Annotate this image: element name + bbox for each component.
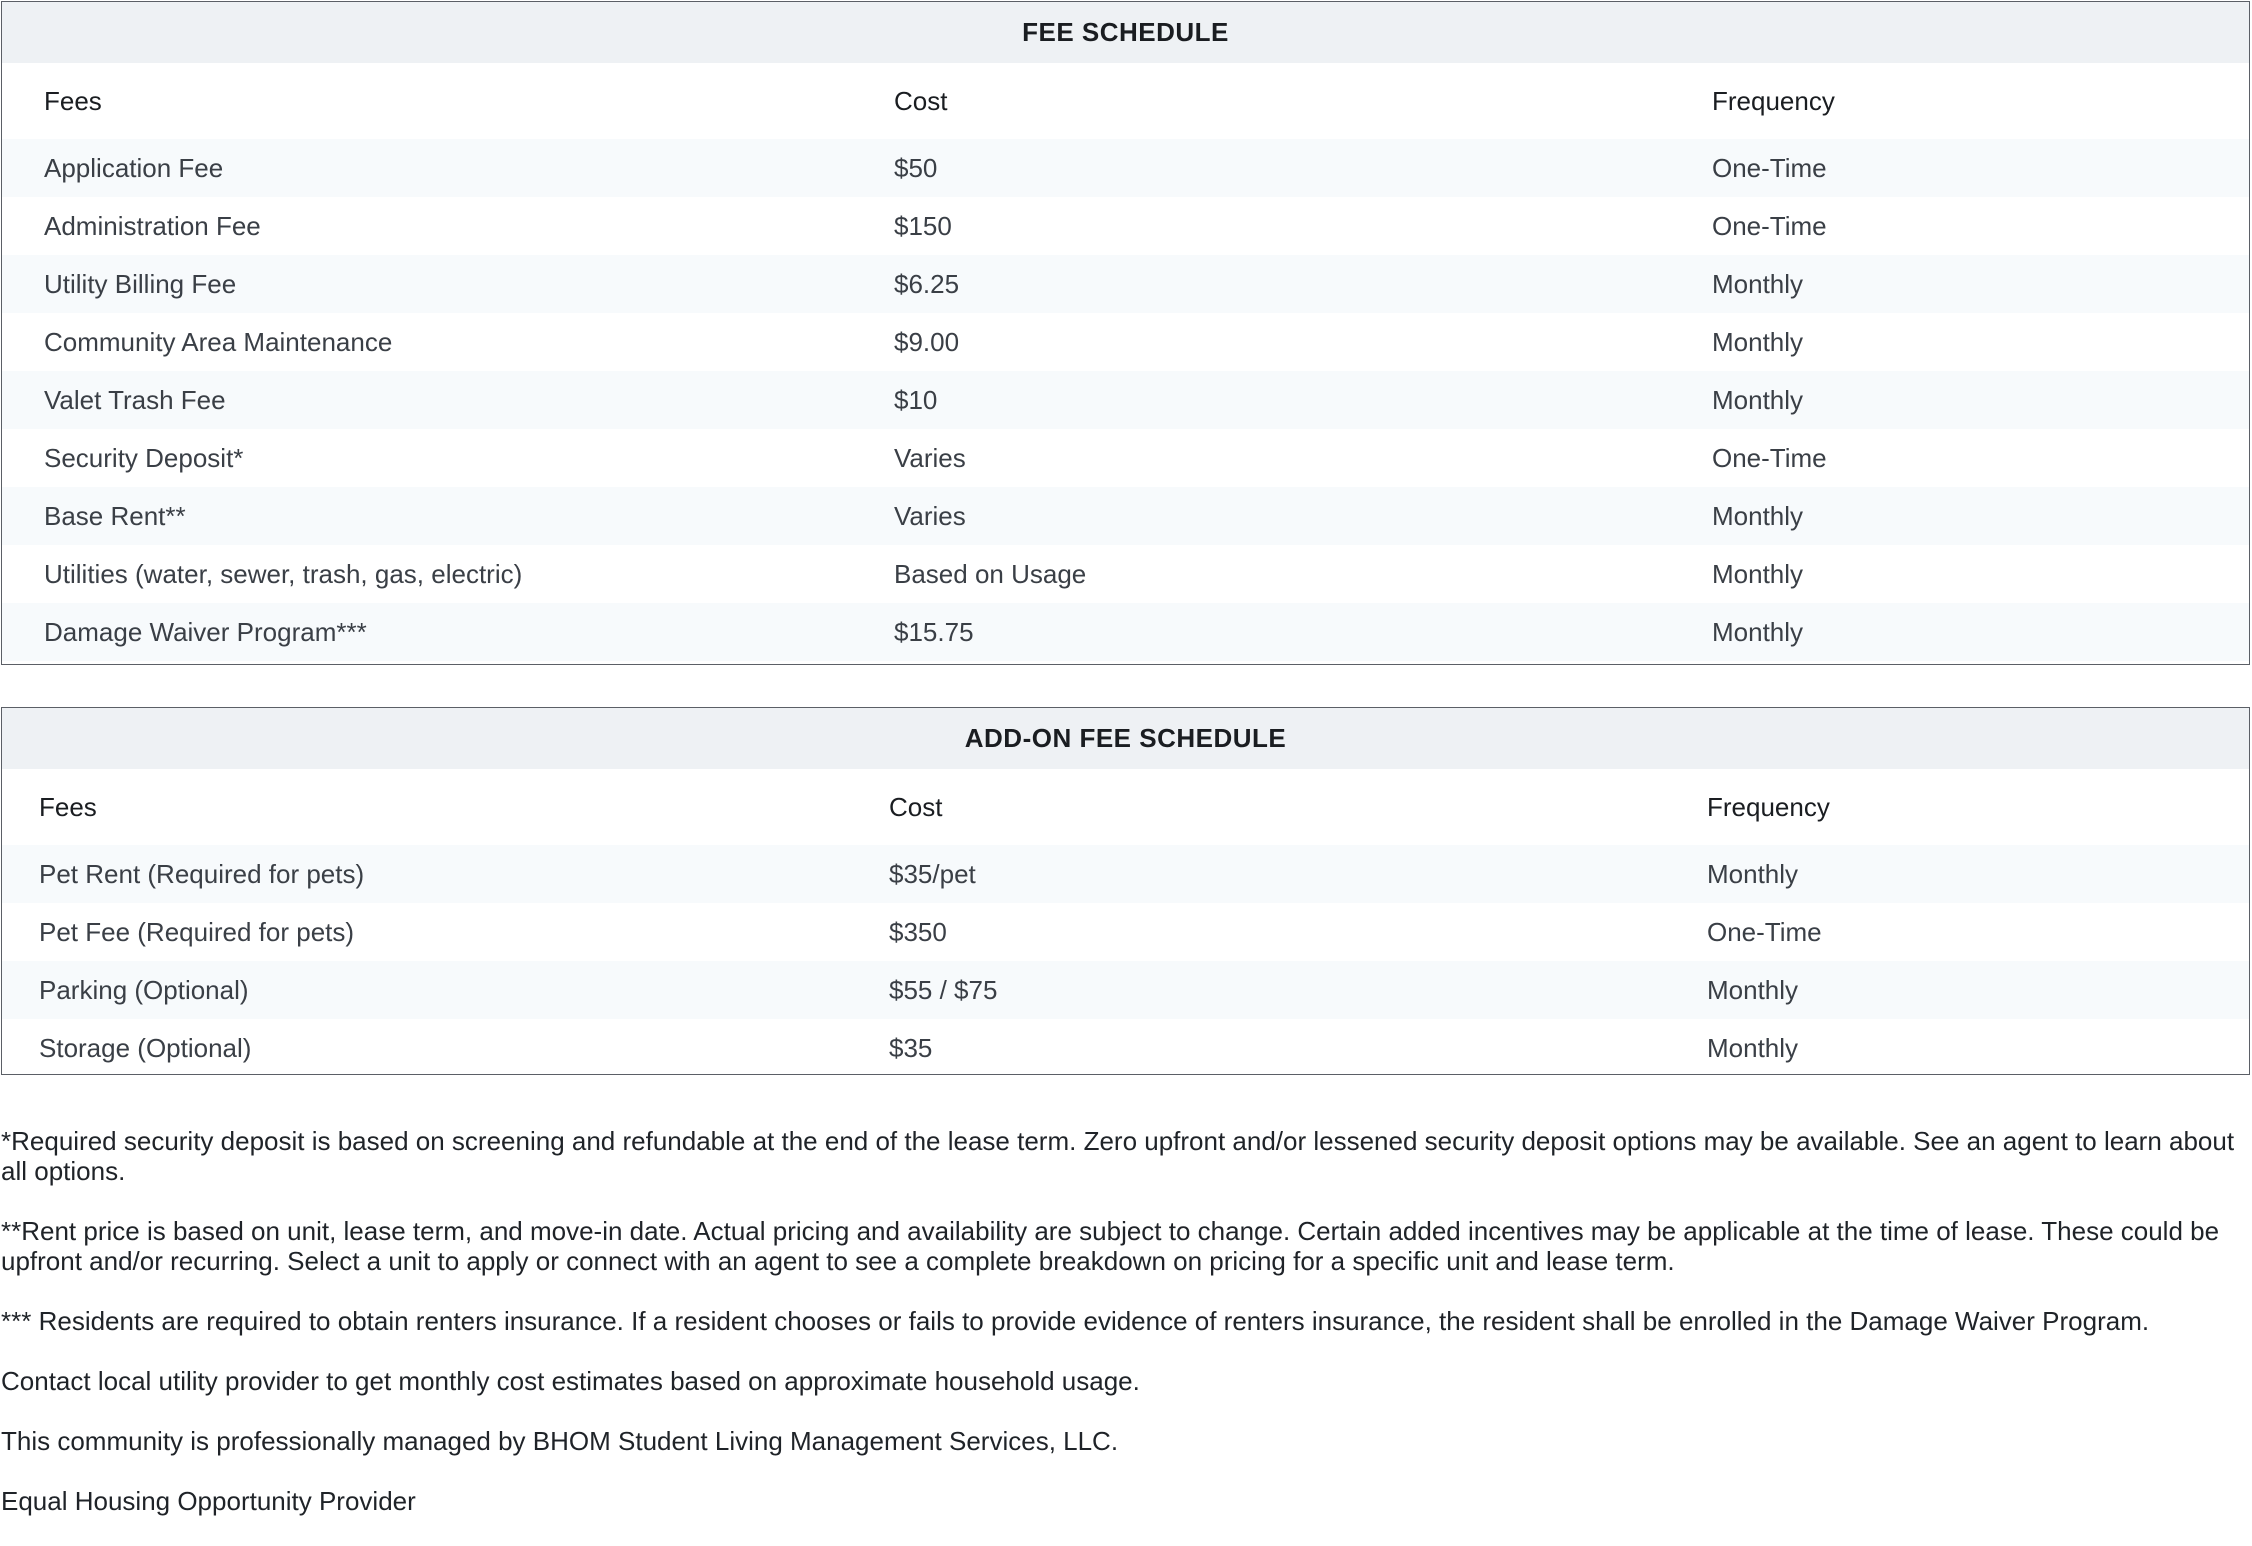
management-note: This community is professionally managed by BHOM Student Living Management Services, LLC. (1, 1426, 1119, 1456)
fee-cost: Varies (894, 442, 966, 473)
table-row (2, 1019, 2249, 1077)
fee-frequency: Monthly (1712, 500, 1804, 531)
fee-cost: $15.75 (894, 616, 974, 647)
fee-frequency: One-Time (1712, 442, 1827, 473)
fee-name: Application Fee (44, 152, 224, 183)
addon-fee-schedule-title: ADD-ON FEE SCHEDULE (2, 708, 2249, 769)
equal-housing-note: Equal Housing Opportunity Provider (1, 1486, 416, 1516)
fee-cost: $150 (894, 210, 952, 241)
addon-fee-schedule-table (1, 707, 2250, 1075)
fee-frequency: Monthly (1712, 326, 1804, 357)
renters-insurance-note: *** Residents are required to obtain renters insurance. If a resident chooses or fails to provide evidence of renters insurance, the resident shall be enrolled in the Damage Waiver Program. (1, 1306, 2150, 1336)
fee-name: Storage (Optional) (39, 1032, 252, 1063)
header-cost: Cost (894, 85, 948, 116)
header-cost: Cost (889, 791, 943, 822)
fee-frequency: Monthly (1712, 558, 1804, 589)
fee-name: Pet Rent (Required for pets) (39, 858, 365, 889)
table-row (2, 371, 2249, 429)
fee-frequency: Monthly (1707, 974, 1799, 1005)
fee-name: Valet Trash Fee (44, 384, 226, 415)
fee-frequency: One-Time (1712, 152, 1827, 183)
fee-name: Security Deposit* (44, 442, 244, 473)
fee-cost: $55 / $75 (889, 974, 998, 1005)
fee-name: Utilities (water, sewer, trash, gas, electric) (44, 558, 523, 589)
fee-frequency: Monthly (1707, 858, 1799, 889)
fee-cost: $6.25 (894, 268, 960, 299)
fee-cost: $350 (889, 916, 947, 947)
table-row (2, 255, 2249, 313)
table-row (2, 603, 2249, 661)
fee-cost: Varies (894, 500, 966, 531)
fee-name: Community Area Maintenance (44, 326, 393, 357)
fee-frequency: Monthly (1712, 616, 1804, 647)
header-frequency: Frequency (1712, 85, 1835, 116)
fee-name: Pet Fee (Required for pets) (39, 916, 355, 947)
fee-name: Utility Billing Fee (44, 268, 237, 299)
header-frequency: Frequency (1707, 791, 1830, 822)
addon-header-row (2, 769, 2249, 845)
fee-notes (1, 1126, 2246, 1546)
fee-cost: $35/pet (889, 858, 976, 889)
fee-cost: $50 (894, 152, 938, 183)
table-row (2, 545, 2249, 603)
table-row (2, 845, 2249, 903)
fee-name: Base Rent** (44, 500, 186, 531)
fee-schedule-header-row (2, 63, 2249, 139)
table-row (2, 197, 2249, 255)
security-deposit-note: *Required security deposit is based on screening and refundable at the end of the lease term. Zero upfront and/or lessened security deposit options may be available. See an agent to learn about all options. (1, 1126, 2235, 1186)
fee-frequency: One-Time (1712, 210, 1827, 241)
fee-name: Parking (Optional) (39, 974, 249, 1005)
fee-cost: Based on Usage (894, 558, 1087, 589)
table-row (2, 487, 2249, 545)
table-row (2, 139, 2249, 197)
fee-schedule-title: FEE SCHEDULE (2, 2, 2249, 63)
table-row (2, 903, 2249, 961)
header-fees: Fees (44, 85, 102, 116)
fee-name: Administration Fee (44, 210, 261, 241)
rent-price-note: **Rent price is based on unit, lease term, and move-in date. Actual pricing and availability are subject to change. Certain added incentives may be applicable at the time of lease. These could be upfront and/or recurring. Select a unit to apply or connect with an agent to see a complete breakdown on pricing for a specific unit and lease term. (1, 1216, 2220, 1276)
table-row (2, 961, 2249, 1019)
fee-frequency: Monthly (1712, 384, 1804, 415)
fee-frequency: Monthly (1707, 1032, 1799, 1063)
utility-estimate-note: Contact local utility provider to get monthly cost estimates based on approximate household usage. (1, 1366, 1140, 1396)
table-row (2, 313, 2249, 371)
fee-cost: $9.00 (894, 326, 960, 357)
fee-name: Damage Waiver Program*** (44, 616, 367, 647)
fee-cost: $35 (889, 1032, 933, 1063)
fee-cost: $10 (894, 384, 938, 415)
table-row (2, 429, 2249, 487)
fee-frequency: One-Time (1707, 916, 1822, 947)
fee-frequency: Monthly (1712, 268, 1804, 299)
header-fees: Fees (39, 791, 97, 822)
fee-schedule-table (1, 1, 2250, 665)
